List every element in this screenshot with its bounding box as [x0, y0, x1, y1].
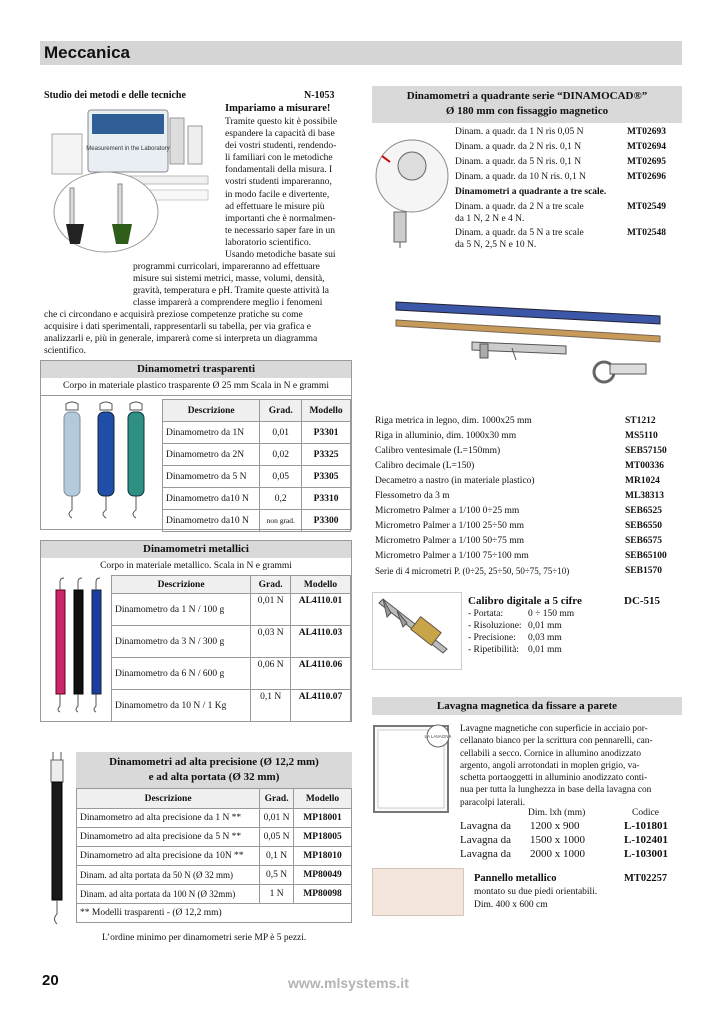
col-header: Descrizione	[163, 400, 260, 422]
table-row	[112, 690, 351, 722]
cell: P3301	[302, 422, 351, 444]
col-header: Grad.	[251, 576, 291, 594]
calibro-title: Calibro digitale a 5 cifre	[468, 595, 582, 607]
cell: Dinamometro da 1 N / 100 g	[112, 594, 251, 626]
list-item-code: SEB1570	[625, 566, 662, 576]
list-item: Micrometro Palmer a 1/100 75÷100 mm	[375, 551, 529, 561]
cell: Dinamometro da 6 N / 600 g	[112, 658, 251, 690]
quadrante-photo	[372, 126, 450, 252]
text-line: classe imparerà a comprendere meglio i fenomeni	[133, 298, 323, 309]
cell: Dinamometro da 10 N / 1 Kg	[112, 690, 251, 722]
calibro-photo	[372, 592, 462, 670]
trasparenti-subtitle: Corpo in materiale plastico trasparente Ø 25 mm Scala in N e grammi	[41, 379, 351, 396]
pannello-photo	[372, 868, 464, 916]
cell: Dinam. ad alta portata da 50 N (Ø 32 mm)	[77, 866, 260, 885]
cell: 0,5 N	[260, 866, 294, 885]
precisione-title-line2: e ad alta portata (Ø 32 mm)	[148, 771, 280, 783]
trasparenti-photo	[48, 400, 158, 525]
list-item: Riga in alluminio, dim. 1000x30 mm	[375, 431, 517, 441]
strumenti-photo	[388, 290, 688, 390]
list-item: Serie di 4 micrometri P. (0÷25, 25÷50, 50÷75, 75÷10)	[375, 566, 570, 576]
cell: 0,02	[260, 444, 302, 466]
table-row	[77, 904, 352, 923]
list-item-code: L-102401	[624, 834, 668, 846]
cell: Dinamometro ad alta precisione da 1 N **	[77, 809, 260, 828]
cell: Dinamometro da10 N	[163, 488, 260, 510]
spec-value: 0 ÷ 150 mm	[528, 609, 575, 619]
precisione-title	[76, 752, 352, 788]
list-item-code: SEB57150	[625, 446, 667, 456]
list-item-code: MS5110	[625, 431, 658, 441]
list-item-code: L-103001	[624, 848, 668, 860]
cell: Dinam. ad alta portata da 100 N (Ø 32mm)	[77, 885, 260, 904]
cell: AL4110.06	[291, 658, 351, 690]
cell: P3310	[302, 488, 351, 510]
list-item-code: MT02695	[627, 157, 667, 167]
precisione-photo	[44, 752, 70, 930]
list-item: Micrometro Palmer a 1/100 25÷50 mm	[375, 521, 525, 531]
list-item-code: L-101801	[624, 820, 668, 832]
cell: 0,06 N	[251, 658, 291, 690]
calibro-code: DC-515	[624, 595, 661, 607]
cell: 0,03 N	[251, 626, 291, 658]
list-item: Dinam. a quadr. da 2 N ris. 0,1 N	[455, 142, 582, 152]
precisione-footer: L’ordine minimo per dinamometri serie MP è 5 pezzi.	[102, 933, 307, 943]
list-item: da 1 N, 2 N e 4 N.	[455, 214, 525, 224]
table-row	[112, 658, 351, 690]
cell: Dinamometro ad alta precisione da 10N **	[77, 847, 260, 866]
list-item-code: SEB65100	[625, 551, 667, 561]
text-line: vostri studenti impareranno,	[225, 177, 332, 188]
list-item-dim: 2000 x 1000	[530, 848, 585, 860]
col-header: Modello	[302, 400, 351, 422]
text-line: ad effettuare le misure più	[225, 201, 325, 212]
col-header: Grad.	[260, 400, 302, 422]
cell: 0,01 N	[251, 594, 291, 626]
list-item-code: SEB6525	[625, 506, 662, 516]
cell: Dinamometro da 1N	[163, 422, 260, 444]
note-cell: ** Modelli trasparenti - (Ø 12,2 mm)	[77, 904, 352, 923]
text-line: analizzarli e, più in generale, imparerà come si interpreta un diagramma	[44, 334, 318, 345]
spec-value: 0,01 mm	[528, 645, 562, 655]
text-line: Tramite questo kit è possibile	[225, 117, 338, 127]
cell: AL4110.07	[291, 690, 351, 722]
text-line: nua per tutta la lunghezza in base della lavagna con	[460, 785, 652, 796]
cell: 0,05	[260, 466, 302, 488]
lavagna-title: Lavagna magnetica da fissare a parete	[372, 697, 682, 715]
list-item-code: ML38313	[625, 491, 665, 501]
text-line: acquisire i dati sperimentali, rappresentarli su tabella, per via grafica e	[44, 322, 311, 333]
list-item: Riga metrica in legno, dim. 1000x25 mm	[375, 416, 532, 426]
table-row	[77, 828, 352, 847]
table-row	[163, 422, 351, 444]
cell: Dinamometro da 3 N / 300 g	[112, 626, 251, 658]
list-item-code: MT02549	[627, 202, 667, 212]
metallici-subtitle: Corpo in materiale metallico. Scala in N e grammi	[100, 561, 292, 571]
list-item: Dinam. a quadr. da 1 N ris 0,05 N	[455, 127, 584, 137]
list-item: Micrometro Palmer a 1/100 0÷25 mm	[375, 506, 520, 516]
spec-value: 0,03 mm	[528, 633, 562, 643]
table-row	[77, 809, 352, 828]
studio-code: N-1053	[304, 90, 335, 101]
col-header: Modello	[291, 576, 351, 594]
list-item-code: MR1024	[625, 476, 660, 486]
cell: 0,2	[260, 488, 302, 510]
list-item-dim: 1500 x 1000	[530, 834, 585, 846]
cell: Dinamometro da 2N	[163, 444, 260, 466]
table-row	[77, 847, 352, 866]
list-item-code: MT02694	[627, 142, 667, 152]
list-item: Flessometro da 3 m	[375, 491, 450, 501]
text-line: montato su due piedi orientabili.	[474, 887, 598, 897]
table-row	[112, 626, 351, 658]
metallici-photo	[46, 576, 110, 718]
spec-label: - Risoluzione:	[468, 621, 522, 631]
text-line: fondamentali della misura. I	[225, 165, 333, 176]
cell: P3300	[302, 510, 351, 532]
text-line: cellabili a secco. Cornice in allumino anodizzato	[460, 748, 641, 759]
metallici-title: Dinamometri metallici	[41, 541, 351, 558]
cell: P3305	[302, 466, 351, 488]
list-item-dim: 1200 x 900	[530, 820, 580, 832]
pannello-title: Pannello metallico	[474, 873, 557, 884]
studio-text-wide	[133, 261, 329, 309]
list-item-code: MT02696	[627, 172, 667, 182]
list-item: da 5 N, 2,5 N e 10 N.	[455, 240, 537, 250]
studio-text-full	[44, 309, 317, 357]
list-item: Micrometro Palmer a 1/100 50÷75 mm	[375, 536, 525, 546]
list-item: Calibro decimale (L=150)	[375, 461, 475, 471]
list-item: Dinam. a quadr. da 5 N ris. 0,1 N	[455, 157, 582, 167]
cell: non grad.	[260, 510, 302, 532]
list-item: Lavagna da	[460, 834, 511, 846]
footer-website[interactable]: www.mlsystems.it	[288, 975, 409, 991]
table-row	[163, 510, 351, 532]
pannello-text	[474, 886, 597, 911]
list-item-code: MT02548	[627, 228, 667, 238]
col-header: Descrizione	[112, 576, 251, 594]
cell: 0,01	[260, 422, 302, 444]
quadrante-subheading: Dinamometri a quadrante a tre scale.	[455, 187, 607, 197]
studio-text-narrow	[225, 116, 351, 249]
table-row	[77, 885, 352, 904]
col-header: Modello	[294, 789, 352, 809]
text-line: dei vostri studenti, rendendo-	[225, 141, 337, 152]
text-line: paracolpi laterali.	[460, 797, 526, 808]
list-item: Dinam. a quadr. da 5 N a tre scale	[455, 228, 584, 238]
list-item: Dinam. a quadr. da 2 N a tre scale	[455, 202, 584, 212]
cell: AL4110.01	[291, 594, 351, 626]
quadrante-title-line1: Dinamometri a quadrante serie “DINAMOCAD®”	[406, 90, 648, 102]
trasparenti-title: Dinamometri trasparenti	[41, 361, 351, 378]
list-item-code: ST1212	[625, 416, 656, 426]
text-line: Dim. 400 x 600 cm	[474, 899, 548, 910]
spec-label: - Portata:	[468, 609, 504, 619]
text-line: scientifico.	[44, 346, 86, 357]
lavagna-photo	[372, 722, 454, 822]
lavagna-stamp: LA LAVAGNA	[424, 734, 452, 739]
list-item-code: SEB6550	[625, 521, 662, 531]
list-item: Lavagna da	[460, 820, 511, 832]
list-item-code: MT02693	[627, 127, 667, 137]
text-line: te necessario saper fare in un	[225, 225, 335, 236]
cell: 0,1 N	[260, 847, 294, 866]
text-line: misure sui sistemi metrici, masse, volumi, densità,	[133, 274, 325, 285]
cell: 0,1 N	[251, 690, 291, 722]
cell: MP80049	[294, 866, 352, 885]
text-line: Lavagne magnetiche con superficie in acciaio por-	[460, 724, 648, 734]
metallici-table	[111, 575, 351, 722]
cell: 1 N	[260, 885, 294, 904]
cell: MP18001	[294, 809, 352, 828]
text-line: schetta portaoggetti in alluminio anodizzato conti-	[460, 773, 648, 784]
page-number: 20	[42, 972, 59, 989]
precisione-table	[76, 788, 352, 923]
text-line: in modo facile e divertente,	[225, 189, 330, 200]
list-item-code: SEB6575	[625, 536, 662, 546]
cell: 0,01 N	[260, 809, 294, 828]
cell: MP18005	[294, 828, 352, 847]
kit-photo	[48, 104, 220, 254]
list-item: Lavagna da	[460, 848, 511, 860]
text-line: espandere la capacità di base	[225, 129, 335, 140]
cell: MP80098	[294, 885, 352, 904]
list-item: Decametro a nastro (in materiale plastico)	[375, 476, 535, 486]
pannello-code: MT02257	[624, 873, 668, 884]
table-row	[112, 594, 351, 626]
cell: P3325	[302, 444, 351, 466]
cell: Dinamometro da 5 N	[163, 466, 260, 488]
quadrante-title-line2: Ø 180 mm con fissaggio magnetico	[445, 105, 609, 117]
text-line: gravità, temperatura e pH. Tramite queste attività la	[133, 286, 330, 297]
list-item: Calibro ventesimale (L=150mm)	[375, 446, 501, 456]
page-title: Meccanica	[44, 43, 130, 62]
lavagna-text	[460, 723, 684, 809]
text-line: importanti che è normalmen-	[225, 213, 336, 224]
header-bar	[40, 41, 682, 65]
lavagna-col-code: Codice	[632, 808, 659, 818]
lavagna-col-dim: Dim. lxh (mm)	[528, 808, 586, 818]
cell: 0,05 N	[260, 828, 294, 847]
list-item-code: MT00336	[625, 461, 665, 471]
cell: MP18010	[294, 847, 352, 866]
spec-label: - Ripetibilità:	[468, 645, 519, 655]
col-header: Grad.	[260, 789, 294, 809]
text-line: cellanato bianco per la scrittura con pennarelli, can-	[460, 736, 653, 747]
spec-label: - Precisione:	[468, 633, 516, 643]
table-row	[163, 444, 351, 466]
text-line: programmi curricolari, impareranno ad effettuare	[133, 262, 320, 272]
text-line: che ci circondano e acquisirà preziose competenze pratiche su come	[44, 310, 303, 320]
text-line: li familiari con le metodiche	[225, 153, 333, 164]
kit-box-label: Measurement in the Laboratory	[86, 146, 170, 152]
spec-value: 0,01 mm	[528, 621, 562, 631]
trasparenti-table	[162, 399, 351, 532]
quadrante-title	[372, 86, 682, 123]
text-line: Usando metodiche basate sui	[225, 250, 336, 260]
table-row	[163, 466, 351, 488]
list-item: Dinam. a quadr. da 10 N ris. 0,1 N	[455, 172, 586, 182]
studio-title: Studio dei metodi e delle tecniche	[44, 90, 186, 101]
text-line: argento, angoli arrotondati in moplen grigio, va-	[460, 760, 640, 771]
precisione-title-line1: Dinamometri ad alta precisione (Ø 12,2 mm)	[109, 756, 319, 768]
cell: AL4110.03	[291, 626, 351, 658]
text-line: laboratorio scientifico.	[225, 237, 311, 248]
cell: Dinamometro ad alta precisione da 5 N **	[77, 828, 260, 847]
col-header: Descrizione	[77, 789, 260, 809]
table-row	[163, 488, 351, 510]
cell: Dinamometro da10 N	[163, 510, 260, 532]
table-row	[77, 866, 352, 885]
studio-subtitle: Impariamo a misurare!	[225, 103, 331, 114]
